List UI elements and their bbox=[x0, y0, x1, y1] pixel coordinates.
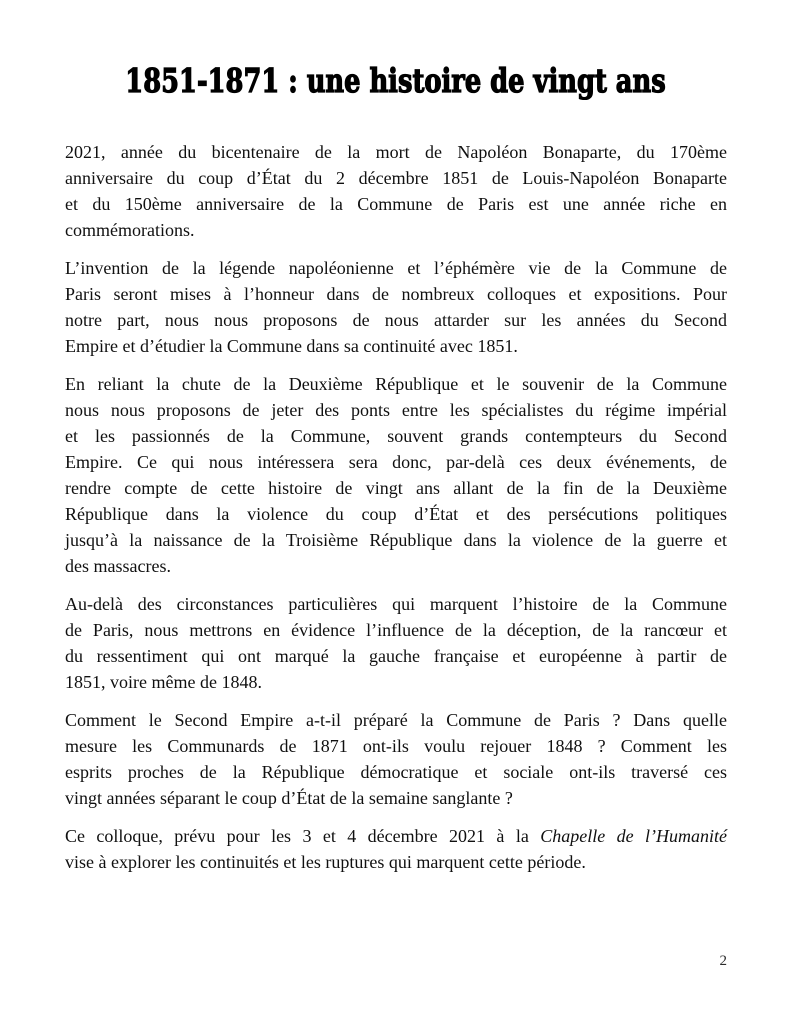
body-text: mesure les Communards de 1871 ont-ils voulu rejouer 1848 ? Comment les bbox=[65, 736, 727, 756]
body-text: et du 150ème anniversaire de la Commune de Paris est une année riche en bbox=[65, 194, 727, 214]
body-text: notre part, nous nous proposons de nous attarder sur les années du Second bbox=[65, 310, 727, 330]
page-title: 1851-1871 : une histoire de vingt ans bbox=[125, 61, 666, 100]
paragraph bbox=[65, 371, 727, 579]
italic-text: Chapelle de l’Humanité bbox=[540, 826, 727, 846]
body-text: et les passionnés de la Commune, souvent grands contempteurs du Second bbox=[65, 426, 727, 446]
body-text: esprits proches de la République démocratique et sociale ont-ils traversé ces bbox=[65, 762, 727, 782]
text-line bbox=[65, 591, 727, 617]
paragraph bbox=[65, 591, 727, 695]
body-text: 1851, voire même de 1848. bbox=[65, 672, 262, 692]
body-text: anniversaire du coup d’État du 2 décembre 1851 de Louis-Napoléon Bonaparte bbox=[65, 168, 727, 188]
body-text: du ressentiment qui ont marqué la gauche française et européenne à partir de bbox=[65, 646, 727, 666]
paragraph bbox=[65, 823, 727, 875]
paragraph bbox=[65, 255, 727, 359]
body-text: rendre compte de cette histoire de vingt ans allant de la fin de la Deuxième bbox=[65, 478, 727, 498]
text-line bbox=[65, 423, 727, 449]
body-text: nous nous proposons de jeter des ponts entre les spécialistes du régime impérial bbox=[65, 400, 727, 420]
text-line bbox=[65, 643, 727, 669]
body-text: vise à explorer les continuités et les ruptures qui marquent cette période. bbox=[65, 852, 586, 872]
text-line bbox=[65, 707, 727, 733]
body-text: 2021, année du bicentenaire de la mort de Napoléon Bonaparte, du 170ème bbox=[65, 142, 727, 162]
body-text: République dans la violence du coup d’État et des persécutions politiques bbox=[65, 504, 727, 524]
text-line bbox=[65, 501, 727, 527]
text-line bbox=[65, 785, 727, 811]
text-line bbox=[65, 255, 727, 281]
text-line bbox=[65, 759, 727, 785]
text-line bbox=[65, 281, 727, 307]
body-text: Ce colloque, prévu pour les 3 et 4 décembre 2021 à la bbox=[65, 826, 541, 846]
text-line bbox=[65, 617, 727, 643]
paragraph bbox=[65, 139, 727, 243]
document-body bbox=[65, 139, 727, 887]
body-text: des massacres. bbox=[65, 556, 171, 576]
text-line bbox=[65, 397, 727, 423]
text-line bbox=[65, 475, 727, 501]
text-line bbox=[65, 371, 727, 397]
text-line bbox=[65, 669, 727, 695]
body-text: Paris seront mises à l’honneur dans de nombreux colloques et expositions. Pour bbox=[65, 284, 727, 304]
text-line bbox=[65, 849, 727, 875]
text-line bbox=[65, 823, 727, 849]
paragraph bbox=[65, 707, 727, 811]
text-line bbox=[65, 733, 727, 759]
text-line bbox=[65, 527, 727, 553]
body-text: En reliant la chute de la Deuxième République et le souvenir de la Commune bbox=[65, 374, 727, 394]
text-line bbox=[65, 449, 727, 475]
body-text: Empire. Ce qui nous intéressera sera donc, par-delà ces deux événements, de bbox=[65, 452, 727, 472]
text-line bbox=[65, 139, 727, 165]
text-line bbox=[65, 191, 727, 217]
body-text: Comment le Second Empire a-t-il préparé la Commune de Paris ? Dans quelle bbox=[65, 710, 727, 730]
text-line bbox=[65, 553, 727, 579]
text-line bbox=[65, 217, 727, 243]
text-line bbox=[65, 333, 727, 359]
text-line bbox=[65, 307, 727, 333]
text-line bbox=[65, 165, 727, 191]
body-text: L’invention de la légende napoléonienne et l’éphémère vie de la Commune de bbox=[65, 258, 727, 278]
body-text: Au-delà des circonstances particulières qui marquent l’histoire de la Commune bbox=[65, 594, 727, 614]
body-text: de Paris, nous mettrons en évidence l’influence de la déception, de la rancœur et bbox=[65, 620, 727, 640]
body-text: Empire et d’étudier la Commune dans sa continuité avec 1851. bbox=[65, 336, 518, 356]
page-number: 2 bbox=[719, 953, 727, 969]
body-text: jusqu’à la naissance de la Troisième République dans la violence de la guerre et bbox=[65, 530, 727, 550]
body-text: commémorations. bbox=[65, 220, 195, 240]
body-text: vingt années séparant le coup d’État de la semaine sanglante ? bbox=[65, 788, 513, 808]
